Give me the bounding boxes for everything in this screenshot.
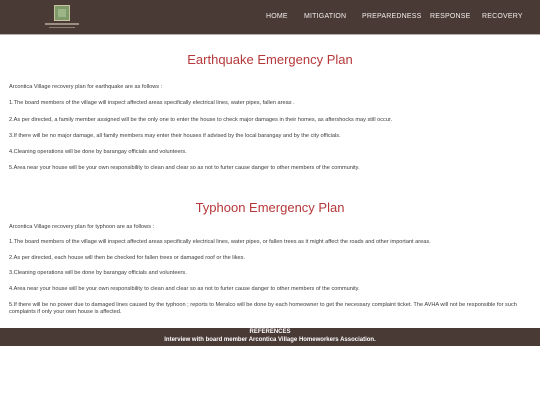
earthquake-item-4: 4.Cleaning operations will be done by barangay officials and volunteers.	[9, 149, 187, 155]
nav-mitigation-link[interactable]: MITIGATION	[304, 13, 347, 20]
earthquake-item-3: 3.If there will be no major damage, all family members may enter their houses if advised by the local barangay and by the city officials.	[9, 133, 341, 139]
nav-response-link[interactable]: RESPONSE	[430, 13, 471, 20]
typhoon-intro: Arcontica Village recovery plan for typhoon are as follows :	[9, 224, 155, 230]
earthquake-item-1: 1.The board members of the village will inspect affected areas specifically electrical lines, water pipes, fallen areas .	[9, 100, 295, 106]
typhoon-item-3: 3.Cleaning operations will be done by barangay officials and volunteers.	[9, 270, 187, 276]
references-title: REFERENCES	[249, 329, 291, 335]
earthquake-item-5: 5.Area near your house will be your own responsibility to clean and clear so as not to furter cause danger to other members of the community.	[9, 165, 360, 171]
nav-recovery-link[interactable]: RECOVERY	[482, 13, 523, 20]
references-text: Interview with board member Arcontica Village Homeworkers Association.	[164, 337, 376, 343]
earthquake-intro: Arcontica Village recovery plan for earthquake are as follows :	[9, 84, 163, 90]
earthquake-plan-title: Earthquake Emergency Plan	[187, 52, 353, 67]
header-divider	[0, 34, 540, 35]
earthquake-item-2: 2.As per directed, a family member assigned will be the only one to enter the house to check major damages in their homes, as aftershocks may still occur.	[9, 117, 393, 123]
logo-emblem-icon	[54, 5, 70, 21]
references-footer	[0, 328, 540, 346]
typhoon-plan-title: Typhoon Emergency Plan	[195, 200, 345, 215]
nav-preparedness-link[interactable]: PREPAREDNESS	[362, 13, 422, 20]
top-navbar	[0, 0, 540, 34]
typhoon-item-4: 4.Area near your house will be your own responsibility to clean and clear so as not to furter cause danger to other members of the community.	[9, 286, 360, 292]
site-logo[interactable]	[45, 3, 75, 31]
typhoon-item-5: 5.If there will be no power due to damaged lines caused by the typhoon ; reports to Meralco will be done by each homeowner to get the necessary complaint ticket. The AVHA will not be responsible for such complaints if only your own house is affected.	[9, 302, 517, 315]
logo-subcaption-decoration	[49, 27, 75, 28]
nav-home-link[interactable]: HOME	[266, 13, 288, 20]
logo-caption-decoration	[45, 23, 79, 25]
typhoon-item-1: 1.The board members of the village will inspect affected areas specifically electrical lines, water pipes, or fallen trees as it might affect the roads and other important areas.	[9, 239, 431, 245]
typhoon-item-2: 2.As per directed, each house will then be checked for fallen trees or damaged roof or the likes.	[9, 255, 246, 261]
